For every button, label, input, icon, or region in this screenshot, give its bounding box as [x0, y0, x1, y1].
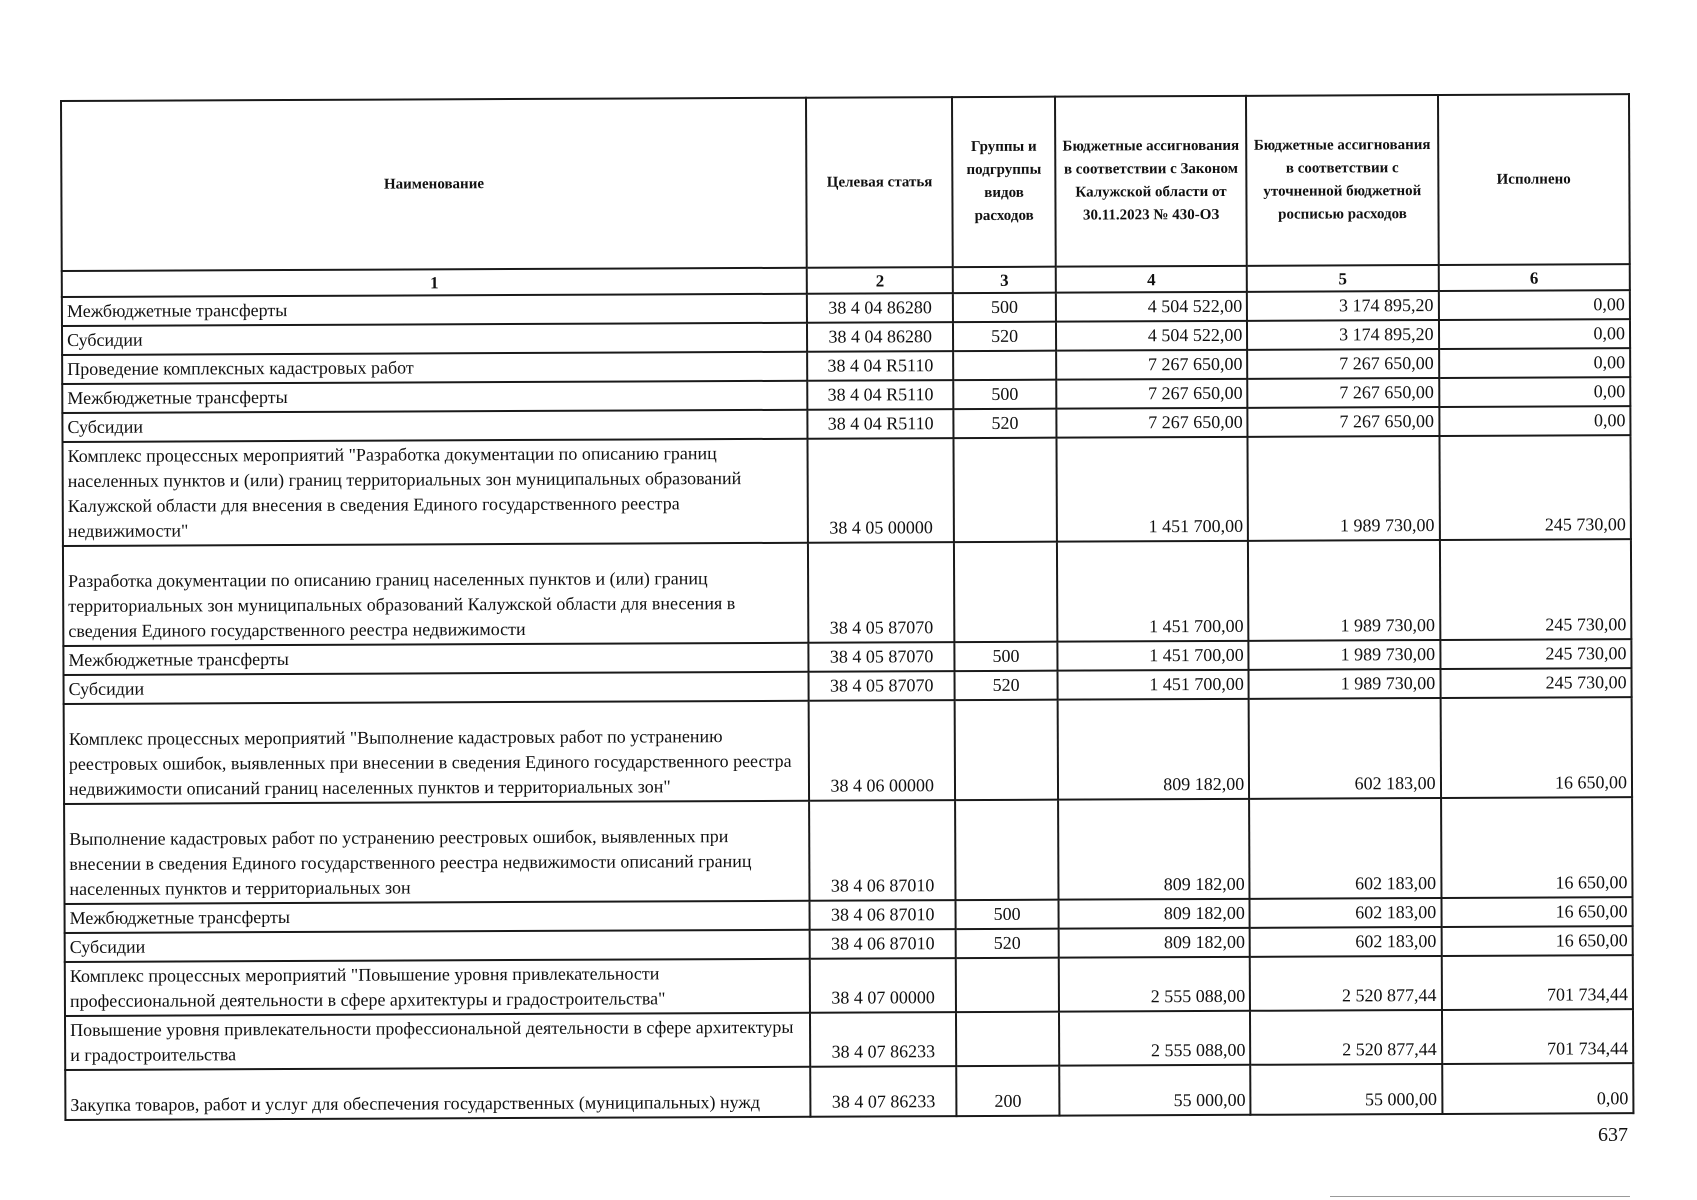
row-code: 38 4 05 87070	[808, 542, 954, 643]
row-law-amount: 1 451 700,00	[1057, 541, 1249, 642]
column-number: 4	[1056, 266, 1247, 293]
row-refined-amount: 602 183,00	[1249, 698, 1441, 799]
row-executed-amount: 0,00	[1442, 1063, 1634, 1114]
row-code: 38 4 05 87070	[809, 642, 955, 672]
row-law-amount: 2 555 088,00	[1059, 957, 1251, 1012]
row-group	[953, 351, 1056, 380]
header-law-allocations: Бюджетные ассигнования в соответствии с Законом Калужской области от 30.11.2023 № 430-ОЗ	[1055, 96, 1247, 267]
row-group: 520	[953, 322, 1056, 351]
row-code: 38 4 04 86280	[807, 293, 953, 323]
row-code: 38 4 07 86233	[810, 1066, 956, 1117]
row-name: Субсидии	[65, 930, 810, 962]
header-refined-allocations: Бюджетные ассигнования в соответствии с уточненной бюджетной росписью расходов	[1246, 95, 1438, 266]
row-group: 520	[955, 671, 1058, 700]
row-group	[954, 438, 1057, 542]
row-law-amount: 809 182,00	[1058, 799, 1250, 900]
table-row	[64, 797, 1632, 904]
row-code: 38 4 04 R5110	[807, 380, 953, 410]
row-executed-amount: 701 734,44	[1442, 1009, 1634, 1064]
row-refined-amount: 1 989 730,00	[1248, 436, 1440, 541]
scan-artifact	[1330, 1196, 1630, 1197]
row-refined-amount: 1 989 730,00	[1249, 640, 1440, 670]
header-name: Наименование	[61, 98, 807, 271]
row-law-amount: 7 267 650,00	[1056, 379, 1247, 409]
row-group	[956, 1012, 1059, 1066]
row-law-amount: 4 504 522,00	[1056, 321, 1247, 351]
table-row	[65, 955, 1633, 1016]
column-number: 6	[1438, 264, 1630, 291]
row-group: 520	[954, 409, 1057, 438]
row-executed-amount: 245 730,00	[1440, 539, 1632, 640]
row-refined-amount: 602 183,00	[1250, 898, 1441, 928]
header-target-article: Целевая статья	[806, 97, 953, 268]
row-code: 38 4 05 87070	[809, 671, 955, 701]
row-law-amount: 1 451 700,00	[1057, 641, 1248, 671]
row-refined-amount: 55 000,00	[1251, 1064, 1443, 1115]
row-law-amount: 55 000,00	[1059, 1065, 1251, 1116]
row-refined-amount: 2 520 877,44	[1250, 956, 1442, 1011]
row-name: Межбюджетные трансферты	[62, 381, 807, 413]
table-row	[62, 435, 1630, 546]
row-group: 520	[956, 929, 1059, 958]
row-code: 38 4 05 00000	[808, 438, 954, 543]
row-executed-amount: 245 730,00	[1440, 639, 1632, 669]
row-code: 38 4 04 86280	[807, 322, 953, 352]
row-law-amount: 1 451 700,00	[1057, 670, 1248, 700]
row-executed-amount: 16 650,00	[1440, 697, 1632, 798]
table-row	[63, 539, 1631, 646]
row-law-amount: 7 267 650,00	[1056, 350, 1247, 380]
header-executed: Исполнено	[1438, 94, 1630, 265]
table-row	[64, 697, 1632, 804]
row-name: Комплекс процессных мероприятий "Повышение уровня привлекательности профессиональной деятельности в сфере архитектуры и градостроительства"	[65, 959, 810, 1016]
row-group: 500	[953, 380, 1056, 409]
row-group	[956, 958, 1059, 1012]
row-group: 200	[956, 1066, 1059, 1116]
row-group	[955, 700, 1058, 800]
row-code: 38 4 06 87010	[810, 929, 956, 959]
row-law-amount: 2 555 088,00	[1059, 1011, 1251, 1066]
row-executed-amount: 0,00	[1439, 319, 1631, 349]
row-refined-amount: 2 520 877,44	[1250, 1010, 1442, 1065]
row-law-amount: 809 182,00	[1058, 899, 1249, 929]
row-name: Межбюджетные трансферты	[63, 643, 808, 675]
row-code: 38 4 06 87010	[809, 800, 955, 901]
row-name: Закупка товаров, работ и услуг для обеспечения государственных (муниципальных) нужд	[65, 1067, 810, 1120]
row-executed-amount: 245 730,00	[1440, 668, 1632, 698]
row-group: 500	[956, 900, 1059, 929]
row-executed-amount: 0,00	[1439, 348, 1631, 378]
row-refined-amount: 7 267 650,00	[1248, 407, 1439, 437]
page-number: 637	[1598, 1124, 1628, 1146]
row-executed-amount: 16 650,00	[1441, 797, 1633, 898]
row-executed-amount: 0,00	[1439, 406, 1631, 436]
row-name: Межбюджетные трансферты	[62, 294, 807, 326]
row-name: Выполнение кадастровых работ по устранению реестровых ошибок, выявленных при внесении в сведения Единого государственного реестра недвижимости описаний границ населенных пунктов и территориальных зон	[64, 801, 810, 904]
row-law-amount: 4 504 522,00	[1056, 292, 1247, 322]
row-refined-amount: 3 174 895,20	[1247, 320, 1438, 350]
budget-table	[60, 93, 1634, 1121]
row-refined-amount: 1 989 730,00	[1248, 540, 1440, 641]
column-number: 3	[953, 267, 1056, 293]
row-refined-amount: 7 267 650,00	[1247, 349, 1438, 379]
row-name: Комплекс процессных мероприятий "Выполнение кадастровых работ по устранению реестровых ошибок, выявленных при внесении в сведения Единого государственного реестра недвижимости описаний границ населенных пунктов и территориальных зон"	[64, 701, 810, 804]
row-name: Межбюджетные трансферты	[65, 901, 810, 933]
column-number: 2	[807, 267, 953, 294]
row-code: 38 4 06 87010	[810, 900, 956, 930]
row-group: 500	[953, 293, 1056, 322]
row-code: 38 4 06 00000	[809, 700, 955, 801]
row-name: Комплекс процессных мероприятий "Разработка документации по описанию границ населенных пунктов и (или) границ территориальных зон муниципальных образований Калужской области для внесения в сведения Единого государственного реестра недвижимости"	[62, 439, 808, 546]
row-refined-amount: 602 183,00	[1250, 927, 1441, 957]
row-refined-amount: 3 174 895,20	[1247, 291, 1438, 321]
row-name: Субсидии	[62, 410, 807, 442]
row-executed-amount: 0,00	[1438, 290, 1630, 320]
row-group	[954, 542, 1057, 642]
row-group	[955, 800, 1058, 900]
row-code: 38 4 04 R5110	[808, 409, 954, 439]
column-number: 5	[1247, 265, 1438, 292]
row-law-amount: 1 451 700,00	[1056, 437, 1248, 542]
row-refined-amount: 1 989 730,00	[1249, 669, 1440, 699]
row-law-amount: 809 182,00	[1059, 928, 1250, 958]
row-executed-amount: 701 734,44	[1441, 955, 1633, 1010]
row-executed-amount: 245 730,00	[1439, 435, 1631, 540]
header-expense-groups: Группы и подгруппы видов расходов	[952, 97, 1055, 267]
row-refined-amount: 7 267 650,00	[1248, 378, 1439, 408]
table-row	[65, 1009, 1633, 1070]
row-group: 500	[955, 642, 1058, 671]
row-law-amount: 809 182,00	[1058, 699, 1250, 800]
row-code: 38 4 07 86233	[810, 1012, 956, 1067]
row-law-amount: 7 267 650,00	[1056, 408, 1247, 438]
row-executed-amount: 16 650,00	[1441, 897, 1633, 927]
row-refined-amount: 602 183,00	[1249, 798, 1441, 899]
row-name: Проведение комплексных кадастровых работ	[62, 352, 807, 384]
row-executed-amount: 16 650,00	[1441, 926, 1633, 956]
row-code: 38 4 07 00000	[810, 958, 956, 1013]
row-executed-amount: 0,00	[1439, 377, 1631, 407]
row-name: Субсидии	[62, 323, 807, 355]
table-row	[65, 1063, 1633, 1120]
row-name: Разработка документации по описанию границ населенных пунктов и (или) границ территориальных зон муниципальных образований Калужской области для внесения в сведения Единого государственного реестра недвижимости	[63, 543, 809, 646]
row-name: Субсидии	[64, 672, 809, 704]
row-name: Повышение уровня привлекательности профессиональной деятельности в сфере архитектуры и градостроительства	[65, 1013, 810, 1070]
column-number: 1	[62, 268, 807, 297]
row-code: 38 4 04 R5110	[807, 351, 953, 381]
table-header-row	[61, 94, 1630, 271]
